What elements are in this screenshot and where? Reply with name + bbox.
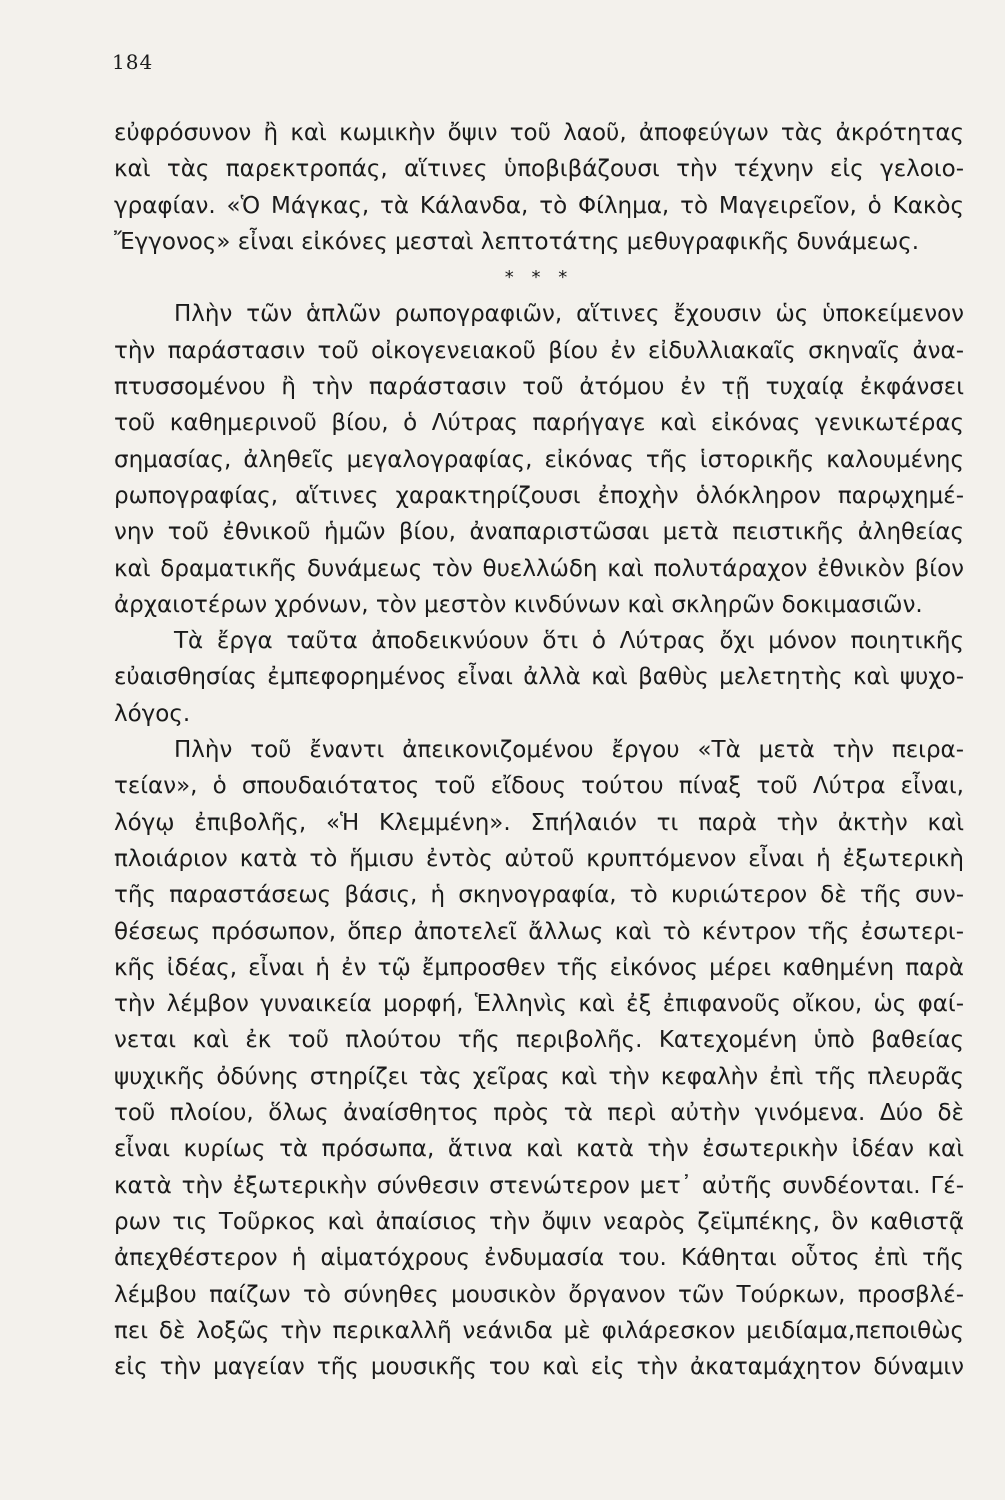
text-line: Ἔγγονος» εἶναι εἰκόνες μεσταὶ λεπτοτάτης μεθυγραφικῆς δυνάμεως. — [114, 228, 920, 255]
text-line: νην τοῦ ἐθνικοῦ ἡμῶν βίου, ἀναπαριστῶσαι μετὰ πειστικῆς ἀληθείας — [114, 519, 964, 546]
text-line: ἀρχαιοτέρων χρόνων, τὸν μεστὸν κινδύνων καὶ σκληρῶν δοκιμασιῶν. — [114, 591, 923, 618]
text-line — [114, 1385, 964, 1421]
text-line: ἀπεχθέστερον ἡ αἱματόχρους ἐνδυμασία του. Κάθηται οὗτος ἐπὶ τῆς — [114, 1245, 964, 1272]
text-line: λέμβου παίζων τὸ σύνηθες μουσικὸν ὄργανον τῶν Τούρκων, προσβλέ- — [114, 1281, 964, 1308]
text-line: πλοιάριον κατὰ τὸ ἥμισυ ἐντὸς αὐτοῦ κρυπτόμενον εἶναι ἡ ἐξωτερικὴ — [114, 845, 964, 872]
text-line: λόγος. — [114, 700, 191, 727]
text-line: καὶ δραματικῆς δυνάμεως τὸν θυελλώδη καὶ πολυτάραχον ἐθνικὸν βίον — [114, 555, 964, 582]
text-line: εἰς τὴν μαγείαν τῆς μουσικῆς του καὶ εἰς τὴν ἀκαταμάχητον δύναμιν — [114, 1354, 964, 1381]
text-line: ρωπογραφίας, αἵτινες χαρακτηρίζουσι ἐποχὴν ὁλόκληρον παρῳχημέ- — [114, 482, 964, 509]
text-line: σημασίας, ἀληθεῖς μεγαλογραφίας, εἰκόνας τῆς ἱστορικῆς καλουμένης — [114, 446, 964, 473]
text-line: καὶ τὰς παρεκτροπάς, αἵτινες ὑποβιβάζουσι τὴν τέχνην εἰς γελοιο- — [114, 156, 964, 183]
text-line: Πλὴν τοῦ ἔναντι ἀπεικονιζομένου ἔργου «Τὰ μετὰ τὴν πειρα- — [174, 737, 964, 764]
text-line: λόγῳ ἐπιβολῆς, «Ἡ Κλεμμένη». Σπήλαιόν τι παρὰ τὴν ἀκτὴν καὶ — [114, 809, 964, 836]
text-line: τῆς παραστάσεως βάσις, ἡ σκηνογραφία, τὸ κυριώτερον δὲ τῆς συν- — [114, 882, 964, 909]
text-line: πτυσσομένου ἢ τὴν παράστασιν τοῦ ἀτόμου ἐν τῇ τυχαίᾳ ἐκφάνσει — [114, 374, 964, 401]
text-line: γραφίαν. «Ὁ Μάγκας, τὰ Κάλανδα, τὸ Φίλημα, τὸ Μαγειρεῖον, ὁ Κακὸς — [114, 192, 964, 219]
text-line: ψυχικῆς ὀδύνης στηρίζει τὰς χεῖρας καὶ τὴν κεφαλὴν ἐπὶ τῆς πλευρᾶς — [114, 1063, 964, 1090]
text-line: εἶναι κυρίως τὰ πρόσωπα, ἅτινα καὶ κατὰ τὴν ἐσωτερικὴν ἰδέαν καὶ — [114, 1136, 964, 1163]
text-line: ρων τις Τοῦρκος καὶ ἀπαίσιος τὴν ὄψιν νεαρὸς ζεϊμπέκης, ὃν καθιστᾷ — [114, 1208, 964, 1235]
body-text — [114, 115, 964, 1422]
text-line: Πλὴν τῶν ἁπλῶν ρωπογραφιῶν, αἵτινες ἔχουσιν ὡς ὑποκείμενον — [174, 301, 964, 328]
text-line: τοῦ πλοίου, ὅλως ἀναίσθητος πρὸς τὰ περὶ αὐτὴν γινόμενα. Δύο δὲ — [114, 1100, 964, 1127]
text-line: θέσεως πρόσωπον, ὅπερ ἀποτελεῖ ἄλλως καὶ τὸ κέντρον τῆς ἐσωτερι- — [114, 918, 964, 945]
text-line: τείαν», ὁ σπουδαιότατος τοῦ εἴδους τούτου πίναξ τοῦ Λύτρα εἶναι, — [114, 773, 964, 800]
text-line: τὴν παράστασιν τοῦ οἰκογενειακοῦ βίου ἐν εἰδυλλιακαῖς σκηναῖς ἀνα- — [114, 337, 964, 364]
text-line: Τὰ ἔργα ταῦτα ἀποδεικνύουν ὅτι ὁ Λύτρας ὄχι μόνον ποιητικῆς — [174, 628, 964, 655]
text-line: κῆς ἰδέας, εἶναι ἡ ἐν τῷ ἔμπροσθεν τῆς εἰκόνος μέρει καθημένη παρὰ — [114, 954, 964, 981]
text-line: νεται καὶ ἐκ τοῦ πλούτου τῆς περιβολῆς. Κατεχομένη ὑπὸ βαθείας — [114, 1027, 964, 1054]
text-line: πει δὲ λοξῶς τὴν περικαλλῆ νεάνιδα μὲ φιλάρεσκον μειδίαμα,πεποιθὼς — [114, 1317, 964, 1344]
text-line: τὴν λέμβον γυναικεία μορφή, Ἑλληνὶς καὶ ἐξ ἐπιφανοῦς οἴκου, ὡς φαί- — [114, 991, 964, 1018]
text-line: τοῦ καθημερινοῦ βίου, ὁ Λύτρας παρήγαγε καὶ εἰκόνας γενικωτέρας — [114, 410, 964, 437]
text-line: εὐαισθησίας ἐμπεφορημένος εἶναι ἀλλὰ καὶ βαθὺς μελετητὴς καὶ ψυχο- — [114, 664, 964, 691]
section-separator: * * * — [504, 267, 574, 289]
text-line: εὐφρόσυνον ἢ καὶ κωμικὴν ὄψιν τοῦ λαοῦ, ἀποφεύγων τὰς ἀκρότητας — [114, 120, 964, 146]
text-line: κατὰ τὴν ἐξωτερικὴν σύνθεσιν στενώτερον μετ᾽ αὐτῆς συνδέονται. Γέ- — [114, 1172, 964, 1199]
page-number: 184 — [112, 50, 154, 74]
